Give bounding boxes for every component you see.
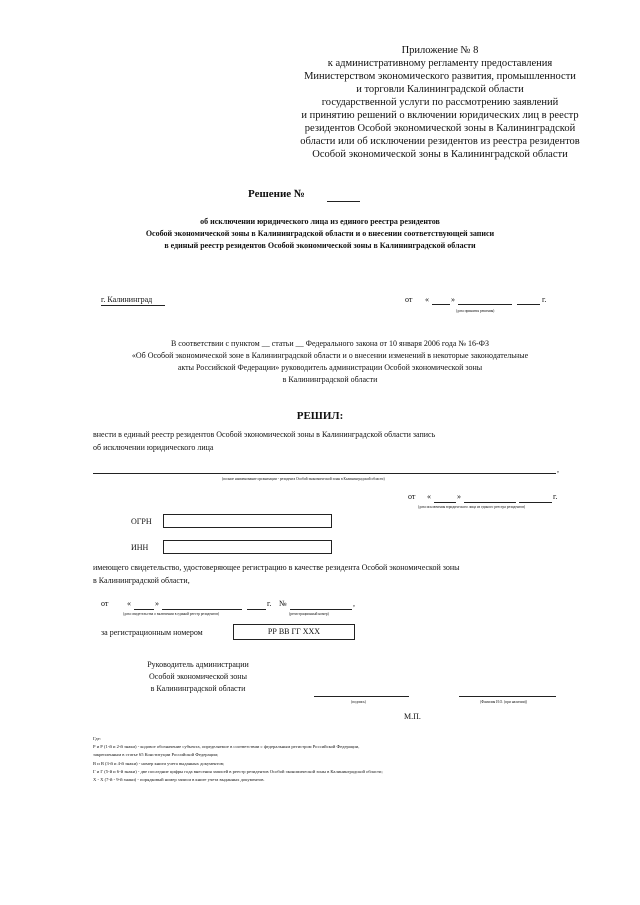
certificate-comma: , bbox=[353, 599, 355, 608]
certificate-day-field[interactable] bbox=[134, 609, 154, 610]
certificate-number-field[interactable] bbox=[290, 609, 352, 610]
header-line: Министерством экономического развития, промышленности bbox=[304, 71, 576, 82]
city: г. Калининград bbox=[101, 295, 153, 304]
appendix-header bbox=[270, 44, 610, 161]
stamp-place: М.П. bbox=[404, 712, 421, 721]
certificate-year-field[interactable] bbox=[247, 609, 266, 610]
exclusion-year-field[interactable] bbox=[519, 502, 552, 503]
footnote-line: закрепленным в статье 65 Конституции Российской Федерации; bbox=[93, 752, 219, 758]
signature-field[interactable] bbox=[314, 696, 409, 697]
resolved-heading: РЕШИЛ: bbox=[296, 410, 344, 422]
date-from: от bbox=[405, 295, 413, 304]
preamble-line: «Об Особой экономической зоне в Калининградской области и о внесении изменений в некоторые законодательные bbox=[131, 351, 529, 360]
city-underline bbox=[101, 305, 165, 306]
decision-number-line bbox=[327, 201, 360, 202]
exclusion-date-caption: (дата исключения юридического лица из единого реестра резидентов) bbox=[418, 505, 526, 509]
exclusion-date-from: от bbox=[408, 492, 416, 501]
date-caption: (дата принятия решения) bbox=[456, 309, 495, 313]
footnote-line: Г и Г (5-й и 6-й знаки) - две последние цифры года внесения записей в реестр резидентов Особой экономической зоны в Калининградской области; bbox=[93, 768, 383, 774]
org-caption: (полное наименование организации - резидента Особой экономической зоны в Калининградской области) bbox=[222, 477, 385, 481]
footnotes bbox=[93, 735, 383, 784]
body-line-1: внести в единый реестр резидентов Особой экономической зоны в Калининградской области запись bbox=[93, 430, 436, 439]
organization-name-field[interactable] bbox=[93, 473, 556, 474]
full-name-field[interactable] bbox=[459, 696, 556, 697]
registration-label: за регистрационным номером bbox=[101, 628, 203, 637]
certificate-year-suffix: г. bbox=[267, 599, 272, 608]
footnote-line: Р и Р (1-й и 2-й знаки) - кодовое обозначение субъекта, определяемое в соответствии с федеральным регистром Российской Федерации, bbox=[93, 744, 360, 750]
subtitle-line: Особой экономической зоны в Калининградской области и о внесении соответствующей записи bbox=[145, 229, 495, 238]
ogrn-field[interactable] bbox=[163, 514, 332, 528]
exclusion-quote-close: » bbox=[457, 492, 461, 501]
body-line-2: об исключении юридического лица bbox=[93, 443, 214, 452]
header-line: Особой экономической зоны в Калининградской области bbox=[312, 149, 568, 160]
subtitle-line: об исключении юридического лица из единого реестра резидентов bbox=[200, 217, 440, 226]
certificate-date-caption: (дата свидетельства о включении в единый реестр резидентов) bbox=[123, 612, 220, 616]
certificate-line-2: в Калининградской области, bbox=[93, 576, 190, 585]
header-line: и принятию решений о включении юридических лиц в реестр bbox=[301, 110, 579, 121]
preamble-line: в Калининградской области bbox=[282, 375, 378, 384]
quote-open: « bbox=[425, 295, 429, 304]
ogrn-label: ОГРН bbox=[131, 517, 152, 526]
header-line: государственной услуги по рассмотрению заявлений bbox=[321, 97, 559, 108]
inn-label: ИНН bbox=[131, 543, 149, 552]
header-line: и торговли Калининградской области bbox=[356, 84, 524, 95]
exclusion-day-field[interactable] bbox=[434, 502, 456, 503]
certificate-quote-open: « bbox=[127, 599, 131, 608]
exclusion-month-field[interactable] bbox=[464, 502, 516, 503]
footnote-line: В и В (3-й и 4-й знаки) - номер книги учета выданных документов; bbox=[93, 760, 225, 766]
subtitle-line: в единый реестр резидентов Особой экономической зоны в Калининградской области bbox=[164, 241, 476, 250]
signatory-line: Особой экономической зоны bbox=[149, 672, 247, 681]
registration-number-box: РР ВВ ГГ ХХХ bbox=[233, 624, 355, 640]
preamble bbox=[60, 338, 600, 386]
certificate-date-from: от bbox=[101, 599, 109, 608]
header-line: резидентов Особой экономической зоны в Калининградской bbox=[304, 123, 576, 134]
signatory-block bbox=[133, 659, 263, 695]
header-line: Приложение № 8 bbox=[401, 45, 479, 56]
certificate-line-1: имеющего свидетельство, удостоверяющее регистрацию в качестве резидента Особой экономической зоны bbox=[93, 563, 460, 572]
decision-subtitle bbox=[60, 216, 580, 252]
signatory-line: Руководитель администрации bbox=[147, 660, 249, 669]
signatory-line: в Калининградской области bbox=[150, 684, 246, 693]
exclusion-year-suffix: г. bbox=[553, 492, 558, 501]
certificate-number-caption: (регистрационный номер) bbox=[289, 612, 329, 616]
preamble-line: В соответствии с пунктом __ статьи __ Федерального закона от 10 января 2006 года № 16-ФЗ bbox=[170, 339, 490, 348]
certificate-month-field[interactable] bbox=[162, 609, 242, 610]
exclusion-quote-open: « bbox=[427, 492, 431, 501]
signature-caption: (подпись) bbox=[351, 700, 366, 704]
inn-field[interactable] bbox=[163, 540, 332, 554]
day-field[interactable] bbox=[432, 304, 450, 305]
certificate-number-sign: № bbox=[279, 599, 287, 608]
certificate-quote-close: » bbox=[155, 599, 159, 608]
month-field[interactable] bbox=[458, 304, 512, 305]
org-comma: , bbox=[557, 465, 559, 474]
header-line: области или об исключении резидентов из реестра резидентов bbox=[300, 136, 580, 147]
year-suffix: г. bbox=[542, 295, 547, 304]
footnote-line: Где: bbox=[93, 736, 101, 741]
preamble-line: акты Российской Федерации» руководитель администрации Особой экономической зоны bbox=[177, 363, 483, 372]
full-name-caption: (Фамилия И.О. (при наличии)) bbox=[480, 700, 528, 704]
decision-title: Решение № bbox=[248, 188, 305, 200]
header-line: к административному регламенту предоставления bbox=[327, 58, 553, 69]
quote-close: » bbox=[451, 295, 455, 304]
footnote-line: Х - Х (7-й - 9-й знаки) - порядковый номер записи в книге учета выданных документов. bbox=[93, 777, 265, 783]
year-field[interactable] bbox=[517, 304, 540, 305]
